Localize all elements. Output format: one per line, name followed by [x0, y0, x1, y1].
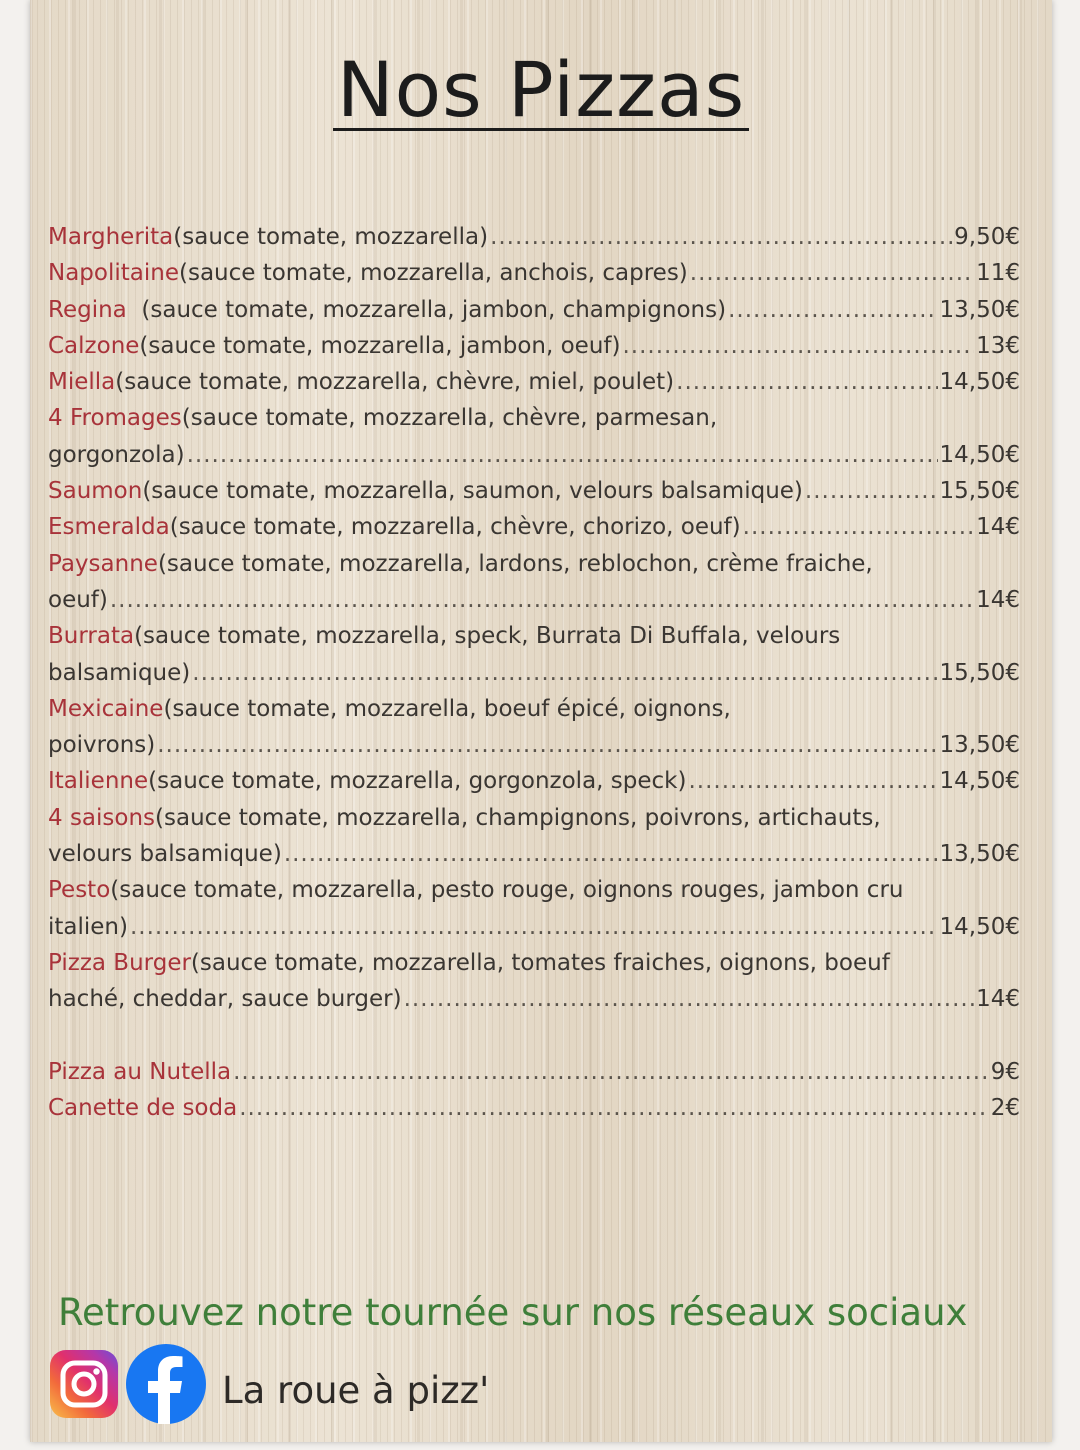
dot-leader: [676, 364, 937, 400]
item-price: 15,50€: [939, 659, 1020, 686]
section-spacer: [48, 1018, 1020, 1054]
item-description: (sauce tomate, mozzarella, chèvre, chorizo, oeuf): [169, 514, 741, 541]
item-price: 11€: [976, 260, 1020, 287]
dot-leader: [743, 509, 974, 545]
item-price: 14€: [976, 986, 1020, 1013]
dot-leader: [187, 437, 938, 473]
item-price: 13,50€: [939, 841, 1020, 868]
menu-item-4-fromages: [48, 400, 1020, 436]
dot-leader: [157, 727, 937, 763]
menu-item-mexicaine: [48, 691, 1020, 727]
menu-item-esmeralda: [48, 509, 1020, 545]
dot-leader: [805, 473, 938, 509]
item-price: 14,50€: [939, 913, 1020, 940]
item-description: (sauce tomate, mozzarella, saumon, velours balsamique): [142, 478, 803, 505]
facebook-icon[interactable]: [126, 1344, 206, 1424]
item-name: Pizza Burger: [48, 949, 191, 976]
brand-name: La roue à pizz': [222, 1368, 490, 1412]
menu-item-mexicaine-cont: [48, 727, 1020, 763]
item-name: Saumon: [48, 478, 143, 505]
menu-item-margherita: [48, 219, 1020, 255]
item-price: 13€: [976, 332, 1020, 359]
social-footer: [50, 1344, 489, 1424]
dot-leader: [690, 255, 974, 291]
item-description: (sauce tomate, mozzarella, jambon, champignons): [126, 296, 727, 323]
menu-item-paysanne: [48, 546, 1020, 582]
dot-leader: [233, 1054, 989, 1090]
item-name: 4 Fromages: [48, 405, 182, 432]
item-price: 9€: [990, 1058, 1020, 1085]
menu-item-pesto-cont: [48, 909, 1020, 945]
item-name: Napolitaine: [48, 260, 179, 287]
item-price: 14,50€: [939, 768, 1020, 795]
item-name: Calzone: [48, 332, 140, 359]
item-description-continued: balsamique): [48, 659, 191, 686]
dot-leader: [110, 582, 974, 618]
item-description: (sauce tomate, mozzarella, jambon, oeuf): [139, 332, 621, 359]
item-name: Regina: [48, 296, 127, 323]
menu-item-miella: [48, 364, 1020, 400]
menu-item-canette-soda: [48, 1090, 1020, 1126]
dot-leader: [130, 909, 938, 945]
item-name: Pizza au Nutella: [48, 1058, 232, 1085]
menu-item-burrata: [48, 618, 1020, 654]
item-description-continued: gorgonzola): [48, 441, 185, 468]
item-name: Paysanne: [48, 550, 158, 577]
item-name: Pesto: [48, 877, 111, 904]
item-price: 13,50€: [939, 732, 1020, 759]
item-description: (sauce tomate, mozzarella, lardons, reblochon, crème fraiche,: [157, 550, 873, 577]
item-description: (sauce tomate, mozzarella, speck, Burrata Di Buffala, velours: [134, 623, 841, 650]
item-description: (sauce tomate, mozzarella, champignons, poivrons, artichauts,: [155, 804, 881, 831]
item-name: 4 saisons: [48, 804, 156, 831]
menu-item-pizza-burger: [48, 945, 1020, 981]
social-media-text: Retrouvez notre tournée sur nos réseaux sociaux: [58, 1291, 968, 1334]
item-price: 14€: [976, 514, 1020, 541]
menu-item-4-saisons: [48, 800, 1020, 836]
item-description-continued: italien): [48, 913, 128, 940]
menu-item-4-fromages-cont: [48, 437, 1020, 473]
menu-item-pizza-nutella: [48, 1054, 1020, 1090]
menu-item-saumon: [48, 473, 1020, 509]
item-price: 14,50€: [939, 441, 1020, 468]
item-description-continued: poivrons): [48, 732, 156, 759]
menu-item-paysanne-cont: [48, 582, 1020, 618]
item-name: Italienne: [48, 768, 149, 795]
item-description-continued: oeuf): [48, 586, 108, 613]
item-description-continued: velours balsamique): [48, 841, 282, 868]
dot-leader: [192, 655, 937, 691]
item-description: (sauce tomate, mozzarella, chèvre, miel, poulet): [115, 369, 675, 396]
menu-item-4-saisons-cont: [48, 836, 1020, 872]
item-description: (sauce tomate, mozzarella, gorgonzola, speck): [148, 768, 687, 795]
item-description: (sauce tomate, mozzarella, pesto rouge, oignons rouges, jambon cru: [110, 877, 904, 904]
item-description: (sauce tomate, mozzarella, tomates fraiches, oignons, boeuf: [190, 949, 890, 976]
menu-item-burrata-cont: [48, 655, 1020, 691]
item-description-continued: haché, cheddar, sauce burger): [48, 986, 402, 1013]
page-title: Nos Pizzas: [30, 52, 1052, 131]
item-description: (sauce tomate, mozzarella): [173, 224, 489, 250]
pizza-menu: [48, 219, 1020, 1126]
item-price: 14€: [976, 586, 1020, 613]
menu-item-napolitaine: [48, 255, 1020, 291]
menu-item-pizza-burger-cont: [48, 981, 1020, 1017]
item-price: 14,50€: [939, 369, 1020, 396]
item-price: 9,50€: [954, 224, 1020, 250]
instagram-icon[interactable]: [50, 1350, 118, 1418]
item-price: 2€: [990, 1095, 1020, 1122]
dot-leader: [728, 292, 937, 328]
item-name: Canette de soda: [48, 1095, 238, 1122]
dot-leader: [688, 763, 937, 799]
menu-page: [30, 0, 1052, 1442]
menu-item-calzone: [48, 328, 1020, 364]
item-name: Mexicaine: [48, 695, 164, 722]
item-description: (sauce tomate, mozzarella, anchois, capres): [178, 260, 688, 287]
item-description: (sauce tomate, mozzarella, boeuf épicé, oignons,: [163, 695, 731, 722]
menu-item-italienne: [48, 763, 1020, 799]
item-name: Esmeralda: [48, 514, 170, 541]
dot-leader: [239, 1090, 989, 1126]
item-price: 13,50€: [939, 296, 1020, 323]
item-description: (sauce tomate, mozzarella, chèvre, parmesan,: [181, 405, 718, 432]
dot-leader: [622, 328, 974, 364]
dot-leader: [404, 981, 975, 1017]
item-name: Burrata: [48, 623, 135, 650]
menu-item-pesto: [48, 872, 1020, 908]
item-name: Margherita: [48, 224, 174, 250]
item-name: Miella: [48, 369, 116, 396]
item-price: 15,50€: [939, 478, 1020, 505]
dot-leader: [490, 219, 952, 255]
menu-item-regina: [48, 292, 1020, 328]
dot-leader: [284, 836, 938, 872]
